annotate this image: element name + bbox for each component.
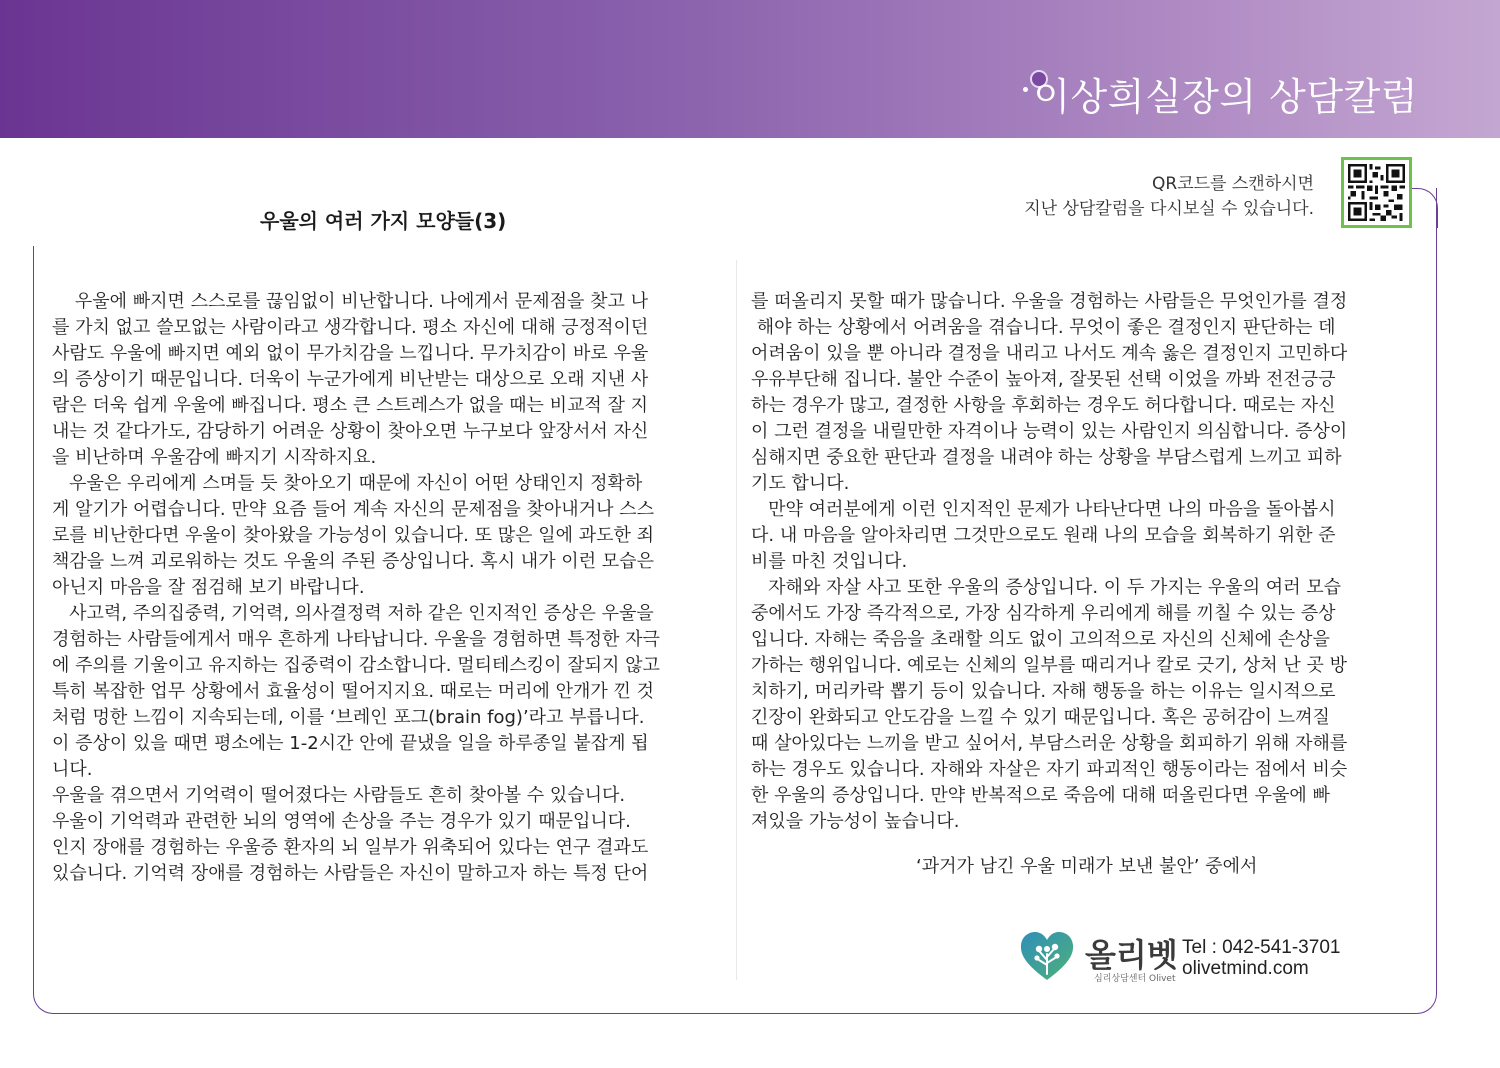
body-text-line: 다. 내 마음을 알아차리면 그것만으로도 원래 나의 모습을 회복하기 위한 준	[751, 525, 1336, 546]
body-text-line: 우울이 기억력과 관련한 뇌의 영역에 손상을 주는 경우가 있기 때문입니다.	[52, 811, 631, 832]
body-text-line: 이 증상이 있을 때면 평소에는 1-2시간 안에 끝냈을 일을 하루종일 붙잡게 됩	[52, 733, 649, 754]
body-text-line: 에 주의를 기울이고 유지하는 집중력이 감소합니다. 멀티테스킹이 잘되지 않고	[52, 655, 660, 676]
qr-instruction-line-1: QR코드를 스캔하시면	[1152, 174, 1314, 194]
body-text-line: 비를 마친 것입니다.	[751, 551, 908, 572]
column-series-title: 이상희실장의 상담칼럼	[1033, 75, 1418, 119]
body-text-line: 경험하는 사람들에게서 매우 흔하게 나타납니다. 우울을 경험하면 특정한 자극	[52, 629, 660, 650]
body-text-line: 우울에 빠지면 스스로를 끊임없이 비난합니다. 나에게서 문제점을 찾고 나	[52, 291, 649, 312]
brand-name: 올리벳	[1085, 936, 1178, 974]
body-text-line: 치하기, 머리카락 뽑기 등이 있습니다. 자해 행동을 하는 이유는 일시적으로	[751, 681, 1336, 702]
body-text-line: 게 알기가 어렵습니다. 만약 요즘 들어 계속 자신의 문제점을 찾아내거나 스스	[52, 499, 654, 520]
body-text-line: 이 그런 결정을 내릴만한 자격이나 능력이 있는 사람인지 의심합니다. 증상이	[751, 421, 1348, 442]
body-text-line: 만약 여러분에게 이런 인지적인 문제가 나타난다면 나의 마음을 돌아봅시	[751, 499, 1336, 520]
body-text-line: 심해지면 중요한 판단과 결정을 내려야 하는 상황을 부담스럽게 느끼고 피하	[751, 447, 1342, 468]
brand-subtitle: 심리상담센터 Olivet	[1094, 974, 1176, 984]
body-text-line: 때 살아있다는 느끼을 받고 싶어서, 부담스러운 상황을 회피하기 위해 자해를	[751, 733, 1348, 754]
olivet-tree-heart-icon	[1018, 930, 1076, 982]
body-text-line: 져있을 가능성이 높습니다.	[751, 811, 960, 832]
article-body-left-column	[52, 289, 720, 887]
column-divider	[736, 260, 737, 980]
body-text-line: 입니다. 자해는 죽음을 초래할 의도 없이 고의적으로 자신의 신체에 손상을	[751, 629, 1330, 650]
body-text-line: 의 증상이기 때문입니다. 더욱이 누군가에게 비난받는 대상으로 오래 지낸 사	[52, 369, 649, 390]
body-text-line: 한 우울의 증상입니다. 만약 반복적으로 죽음에 대해 떠올린다면 우울에 빠	[751, 785, 1330, 806]
body-text-line: 를 가치 없고 쓸모없는 사람이라고 생각합니다. 평소 자신에 대해 긍정적이던	[52, 317, 649, 338]
body-text-line: 자해와 자살 사고 또한 우울의 증상입니다. 이 두 가지는 우울의 여러 모습	[751, 577, 1342, 598]
body-text-line: 내는 것 같다가도, 감당하기 어려운 상황이 찾아오면 누구보다 앞장서서 자신	[52, 421, 649, 442]
body-text-line: 처럼 멍한 느낌이 지속되는데, 이를 ‘브레인 포그(brain fog)’라고 부릅니다.	[52, 707, 645, 728]
body-text-line: 람은 더욱 쉽게 우울에 빠집니다. 평소 큰 스트레스가 없을 때는 비교적 잘 지	[52, 395, 649, 416]
article-body-right-column	[751, 289, 1419, 835]
body-text-line: 어려움이 있을 뿐 아니라 결정을 내리고 나서도 계속 옳은 결정인지 고민하다	[751, 343, 1348, 364]
body-text-line: 를 떠올리지 못할 때가 많습니다. 우울을 경험하는 사람들은 무엇인가를 결정	[751, 291, 1348, 312]
small-dot-icon	[1023, 87, 1028, 92]
body-text-line: 긴장이 완화되고 안도감을 느낄 수 있기 때문입니다. 혹은 공허감이 느껴질	[751, 707, 1330, 728]
body-text-line: 중에서도 가장 즉각적으로, 가장 심각하게 우리에게 해를 끼칠 수 있는 증상	[751, 603, 1336, 624]
body-text-line: 사람도 우울에 빠지면 예외 없이 무가치감을 느낍니다. 무가치감이 바로 우울	[52, 343, 649, 364]
body-text-line: 니다.	[52, 759, 93, 780]
source-quote: ‘과거가 남긴 우울 미래가 보낸 불안’ 중에서	[916, 856, 1258, 877]
qr-code-icon[interactable]	[1341, 157, 1412, 228]
qr-instruction-line-2: 지난 상담칼럼을 다시보실 수 있습니다.	[1024, 199, 1314, 219]
body-text-line: 우울을 겪으면서 기억력이 떨어졌다는 사람들도 흔히 찾아볼 수 있습니다.	[52, 785, 626, 806]
body-text-line: 있습니다. 기억력 장애를 경험하는 사람들은 자신이 말하고자 하는 특정 단어	[52, 863, 649, 884]
body-text-line: 우유부단해 집니다. 불안 수준이 높아져, 잘못된 선택 이었을 까봐 전전긍긍	[751, 369, 1336, 390]
header-banner	[0, 0, 1500, 138]
body-text-line: 아닌지 마음을 잘 점검해 보기 바랍니다.	[52, 577, 365, 598]
website-link[interactable]: olivetmind.com	[1182, 958, 1309, 979]
body-text-line: 우울은 우리에게 스며들 듯 찾아오기 때문에 자신이 어떤 상태인지 정확하	[52, 473, 643, 494]
body-text-line: 특히 복잡한 업무 상황에서 효율성이 떨어지지요. 때로는 머리에 안개가 낀 것	[52, 681, 654, 702]
body-text-line: 인지 장애를 경험하는 우울증 환자의 뇌 일부가 위축되어 있다는 연구 결과도	[52, 837, 649, 858]
body-text-line: 로를 비난한다면 우울이 찾아왔을 가능성이 있습니다. 또 많은 일에 과도한 죄	[52, 525, 654, 546]
body-text-line: 하는 경우도 있습니다. 자해와 자살은 자기 파괴적인 행동이라는 점에서 비슷	[751, 759, 1348, 780]
qr-instruction	[1024, 172, 1314, 222]
body-text-line: 하는 경우가 많고, 결정한 사항을 후회하는 경우도 허다합니다. 때로는 자신	[751, 395, 1336, 416]
article-title: 우울의 여러 가지 모양들(3)	[260, 209, 507, 233]
body-text-line: 기도 합니다.	[751, 473, 850, 494]
body-text-line: 해야 하는 상황에서 어려움을 겪습니다. 무엇이 좋은 결정인지 판단하는 데	[751, 317, 1336, 338]
body-text-line: 책감을 느껴 괴로워하는 것도 우울의 주된 증상입니다. 혹시 내가 이런 모습은	[52, 551, 654, 572]
body-text-line: 사고력, 주의집중력, 기억력, 의사결정력 저하 같은 인지적인 증상은 우울을	[52, 603, 654, 624]
body-text-line: 을 비난하며 우울감에 빠지기 시작하지요.	[52, 447, 377, 468]
body-text-line: 가하는 행위입니다. 예로는 신체의 일부를 때리거나 칼로 긋기, 상처 난 곳 방	[751, 655, 1348, 676]
phone-number: Tel : 042-541-3701	[1182, 937, 1341, 958]
